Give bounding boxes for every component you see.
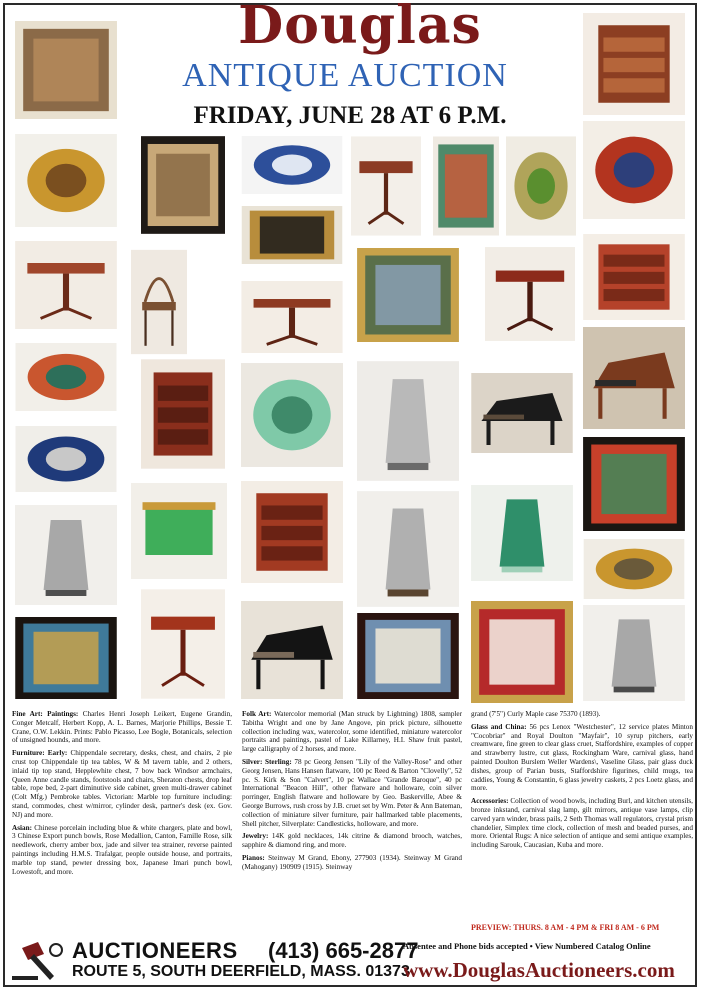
photo-gold-brooch	[14, 133, 118, 228]
paragraph	[12, 710, 232, 745]
photo-silver-jug	[14, 504, 118, 606]
photo-candlestand-image	[351, 136, 421, 236]
photo-silver-flatware	[356, 360, 460, 482]
paragraph-body: 14K gold necklaces, 14k citrine & diamond brooch, watches, sapphire & diamond ring, and more.	[242, 832, 462, 850]
photo-grand-piano-black-image	[471, 373, 573, 453]
photo-tea-table	[140, 588, 226, 700]
paragraph-heading: Asian:	[12, 823, 35, 832]
photo-tea-table-image	[141, 589, 225, 699]
website-url[interactable]: www.DouglasAuctioneers.com	[403, 958, 675, 982]
paragraph	[471, 797, 693, 850]
paragraph-body: Steinway M Grand, Ebony, 277903 (1934). Steinway M Grand (Mahogany) 190909 (1915). Steinway	[242, 853, 462, 871]
text-column-1	[12, 710, 232, 880]
photo-reverse-painting-figures-image	[15, 617, 117, 699]
photo-silver-coffeepot-image	[357, 491, 459, 607]
photo-highboy-chest-image	[583, 13, 685, 115]
photo-reverse-painting	[582, 436, 686, 532]
photo-framed-figure	[470, 600, 574, 704]
photo-step-back-cupboard	[140, 358, 226, 470]
paragraph	[242, 758, 462, 828]
photo-oil-landscape	[356, 247, 460, 343]
paragraph	[471, 723, 693, 793]
paragraph-body: grand (7'5") Curly Maple case 75370 (1893).	[471, 710, 601, 718]
paragraph-body: Chinese porcelain including blue & white chargers, plate and bowl, 3 Chinese Export punch bowls, Rose Medallion, Canton, Famille Rose, silk needlework, cherry amber box, jade and silver tea strainer, reverse painted paintings including H.M.S. Trafalgar, people outside house, and portraits, marble top stand, pewter dressing box, Japanese Imari punch bowl, Lowestoft, and more.	[12, 823, 232, 876]
photo-green-decanter	[470, 484, 574, 582]
photo-grand-piano-walnut-image	[583, 327, 685, 429]
preview-hours: PREVIEW: THURS. 8 AM - 4 PM & FRI 8 AM - 6 PM	[471, 923, 660, 932]
photo-punch-bowl	[14, 342, 118, 412]
photo-garden-seat	[240, 362, 344, 468]
photo-reverse-painting-figures	[14, 616, 118, 700]
photo-gold-ring-image	[583, 539, 685, 599]
photo-sapphire-ring-image	[15, 426, 117, 492]
paragraph	[242, 710, 462, 754]
paragraph	[242, 832, 462, 850]
paragraph-heading: Jewelry:	[242, 832, 272, 841]
photo-silhouettes	[240, 205, 344, 265]
text-column-2	[242, 710, 462, 876]
photo-garden-seat-image	[241, 363, 343, 467]
photo-porcelain-figure	[432, 135, 500, 237]
auctioneers-label: AUCTIONEERS	[72, 938, 238, 963]
paragraph-heading: Pianos:	[242, 853, 269, 862]
absentee-bids-note: Absentee and Phone bids accepted • View Numbered Catalog Online	[403, 941, 651, 951]
photo-slant-front-desk	[240, 480, 344, 584]
photo-punch-bowl-image	[15, 343, 117, 411]
paragraph-body: Watercolor memorial (Man struck by Lightning) 1808, sampler Tabitha Wright and one by Jane Angove, pin prick picture, silhouette collection including wax, watercolor, some identified, miniature watercolor portraits and paintings, pastel of Lake Killarney, H.I. Shaw fruit pastel, large calligraphy of 2 horses, and more.	[242, 710, 462, 754]
photo-four-drawer-chest	[582, 233, 686, 321]
photo-slant-front-desk-image	[241, 481, 343, 583]
photo-green-decanter-image	[471, 485, 573, 581]
photo-silhouettes-image	[241, 206, 343, 264]
photo-silver-jug-image	[15, 505, 117, 605]
photo-blue-white-plates-image	[241, 136, 343, 194]
photo-painted-panel-image	[141, 136, 225, 234]
photo-windsor-chair-image	[131, 249, 187, 355]
paragraph	[12, 749, 232, 819]
text-column-3	[471, 710, 693, 854]
paragraph	[242, 854, 462, 872]
photo-painted-panel	[140, 135, 226, 235]
brand-title: Douglas	[238, 0, 482, 56]
photo-tilt-top-stand-image	[485, 247, 575, 341]
auction-date: FRIDAY, JUNE 28 AT 6 P.M.	[193, 102, 507, 129]
paragraph-heading: Accessories:	[471, 797, 511, 806]
photo-candlestand	[350, 135, 422, 237]
photo-grand-piano-black	[470, 372, 574, 454]
photo-windsor-chair	[130, 248, 188, 356]
photo-imari-bowl	[582, 120, 686, 220]
photo-upright-piano-image	[241, 601, 343, 699]
photo-tilt-top-stand	[484, 246, 576, 342]
street-address: ROUTE 5, SOUTH DEERFIELD, MASS. 01373	[72, 963, 410, 980]
paragraph-heading: Silver: Sterling:	[242, 757, 295, 766]
photo-grand-piano-walnut	[582, 326, 686, 430]
paragraph-body: Collection of wood bowls, including Burl, and kitchen utensils, bronze inkstand, carnival slag lamp, gilt mirrors, antique vase lamps, clip carved yarn winder, brass pails, 2 Seth Thomas wall regulators, crystal prism chandelier, Simplex time clock, collection of mesh and beaded purses, and more. Oriental Rugs: A nice selection of antique and semi antique examples, including Sarouk, Caucasian, Kuba and more.	[471, 797, 693, 850]
photo-peridot-pendant-image	[506, 136, 576, 236]
photo-four-drawer-chest-image	[583, 234, 685, 320]
photo-gold-ring	[582, 538, 686, 600]
photo-sapphire-ring	[14, 425, 118, 493]
photo-gold-brooch-image	[15, 134, 117, 227]
paragraph-body: Charles Henri Joseph Leikert, Eugene Grandin, Conger Metcalf, Herbert Kopp, A. L. Barnes, Marjorie Phillips, Bessie T. Crane, O.W. Lekkin. Prints: Pablo Picasso, Lee Bogle, Botanicals, selection of unsigned hounds, and more.	[12, 710, 232, 745]
paragraph-heading: Folk Art:	[242, 710, 275, 718]
photo-imari-bowl-image	[583, 121, 685, 219]
photo-silver-cruet-image	[583, 605, 685, 701]
photo-tavern-table	[14, 240, 118, 330]
photo-watercolor-horses-image	[15, 21, 117, 119]
paragraph-heading: Glass and China:	[471, 722, 530, 731]
paragraph-heading: Fine Art: Paintings:	[12, 710, 83, 718]
photo-silver-flatware-image	[357, 361, 459, 481]
photo-oil-landscape-image	[357, 248, 459, 342]
photo-porcelain-figure-image	[433, 136, 499, 236]
paragraph-body: 56 pcs Lenox "Westchester", 12 service plates Minton "Cocobriar" and Royal Doulton "Mayfair", 10 syrup pitchers, early creamware, fine green to clear glass cruet, Staffordshire, examples of copper and strawberry lustre, cut glass, Rockingham Ware, carnival glass, hand painted Doulton Burslem Weller Wardens\, Vaseline Glass, pair glass duck dishes, group of Parian busts, Staffordshire figurines, child mugs, tea caddies, Young & Constantin, 6 glass jewelry caskets, 2 pcs Loetz glass, and more.	[471, 722, 693, 793]
paragraph	[12, 824, 232, 877]
photo-silver-coffeepot	[356, 490, 460, 608]
photo-ship-painting-image	[357, 613, 459, 699]
photo-ship-painting	[356, 612, 460, 700]
photo-upright-piano	[240, 600, 344, 700]
photo-silver-cruet	[582, 604, 686, 702]
photo-blue-white-plates	[240, 135, 344, 195]
photo-watercolor-horses	[14, 20, 118, 120]
photo-peridot-pendant	[505, 135, 577, 237]
paragraph	[471, 710, 693, 719]
photo-brass-casket-image	[131, 483, 227, 579]
photo-pembroke-table-image	[241, 281, 343, 353]
photo-pembroke-table	[240, 280, 344, 354]
photo-step-back-cupboard-image	[141, 359, 225, 469]
auction-subtitle: ANTIQUE AUCTION	[182, 57, 508, 94]
photo-framed-figure-image	[471, 601, 573, 703]
photo-reverse-painting-image	[583, 437, 685, 531]
photo-highboy-chest	[582, 12, 686, 116]
photo-brass-casket	[130, 482, 228, 580]
phone-number: (413) 665-2877	[268, 938, 419, 963]
paragraph-body: 78 pc Georg Jensen "Lily of the Valley-Rose" and other Georg Jensen, Hans Hansen flatware, 100 pc Reed & Barton "Clovelly", 52 pc. S. Kirk & Son "Calvert", 10 pc Wallace "Grande Baroque", 40 pc International "Beacon Hill", other flatware and holloware, coin silver porringer, English flatware and holloware by Geo. Baskerville, Abee & George Burrows, rush cross by J.B. cruet set by Wm. Peter & Ann Bateman, collection of miniature silver furniture, pair hallmarked table placements, Shell pitcher, Silverplate: Candlesticks, holloware, and more.	[242, 757, 463, 828]
paragraph-body: Chippendale secretary, desks, chest, and chairs, 2 pie crust top Chippendale tip tea tables, W & M tavern table, and 2 others, inlaid tip top stand, Hepplewhite chest, 7 bow back Windsor armchairs, Queen Anne candle stands, footstools and chairs, Sheraton chests, drop leaf table, rope bed, 2-part diminutive side cabinet, green multi-drawer cabinet (Colt Mfg.) Pembroke tables. Victorian: Marble top furniture including: stand, commodes, chest w/mirror, cylinder desk, partner's desk (ex. Gov. NJ) and more.	[12, 749, 232, 819]
paragraph-heading: Furniture: Early:	[12, 749, 71, 758]
photo-tavern-table-image	[15, 241, 117, 329]
gavel-logo-icon	[8, 940, 66, 984]
